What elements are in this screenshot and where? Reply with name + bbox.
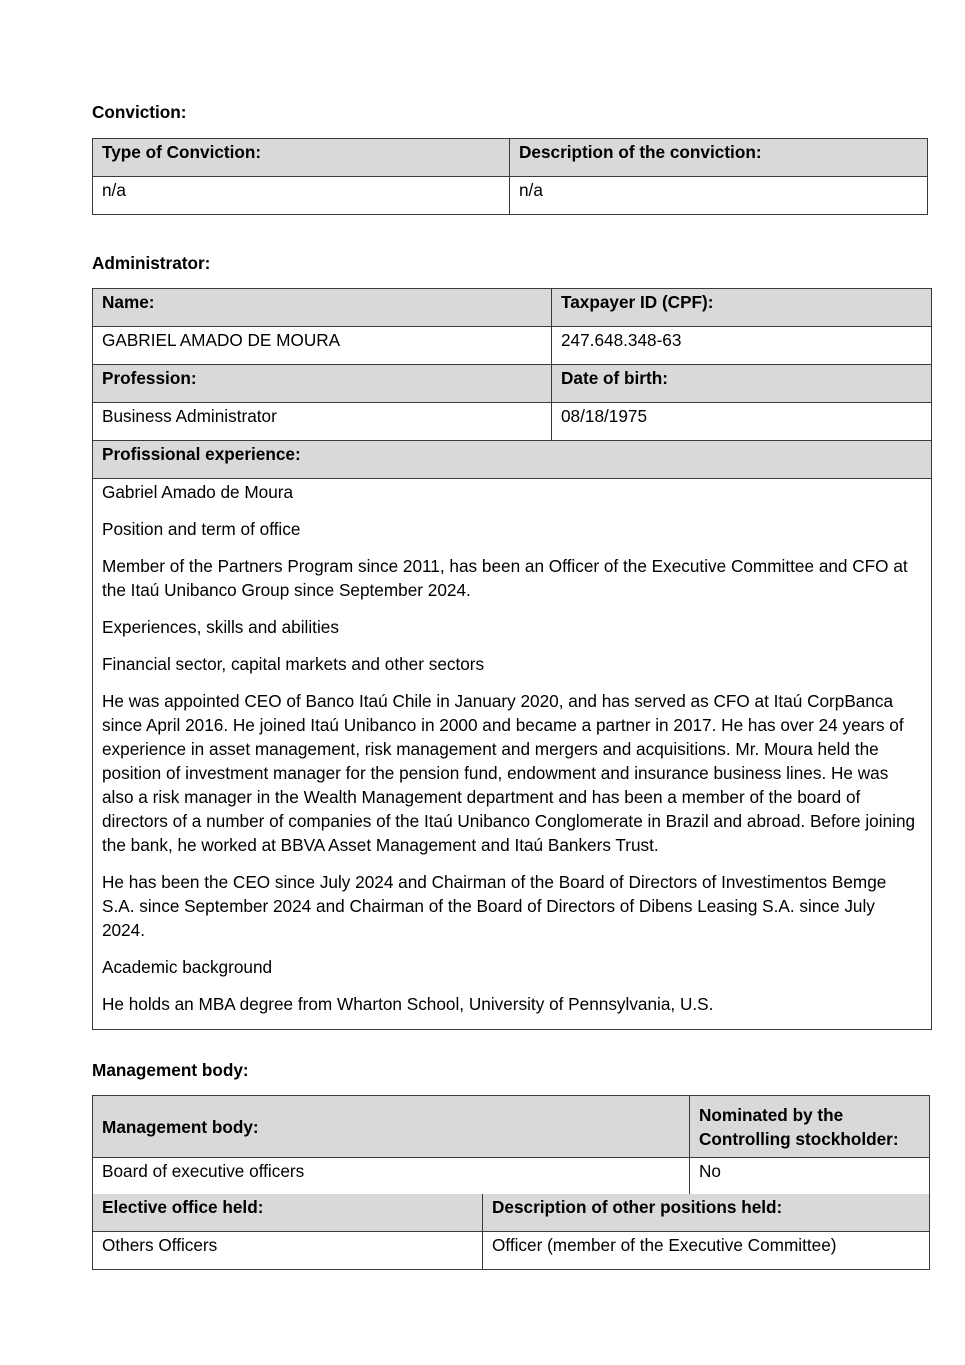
experience-body [93, 479, 932, 1030]
cpf-label: Taxpayer ID (CPF): [552, 289, 932, 327]
experience-header-row [93, 441, 932, 479]
administrator-profession-header-row [93, 365, 932, 403]
other-positions-label: Description of other positions held: [483, 1194, 930, 1232]
administrator-name-header-row [93, 289, 932, 327]
name-label: Name: [93, 289, 552, 327]
experience-paragraph: He was appointed CEO of Banco Itaú Chile in January 2020, and has served as CFO at Itaú CorpBanca since April 2016. He joined Itaú Unibanco in 2000 and became a partner in 2017. He has over 24 years of experience in asset management, risk management and mergers and acquisitions. Mr. Moura held the position of investment manager for the pension fund, endowment and insurance business lines. He was also a risk manager in the Wealth Management department and has been a member of the board of directors of a number of companies of the Itaú Unibanco Conglomerate in Brazil and abroad. Before joining the bank, he worked at BBVA Asset Management and Itaú Bankers Trust. [102, 691, 916, 855]
conviction-section-title: Conviction: [92, 102, 187, 122]
management-body-label: Management body: [93, 1096, 690, 1158]
dob-value: 08/18/1975 [552, 403, 932, 441]
elective-office-value: Others Officers [93, 1232, 483, 1270]
management-section-title: Management body: [92, 1060, 249, 1080]
management-body-header-row [93, 1096, 930, 1158]
experience-paragraph: Gabriel Amado de Moura [102, 482, 294, 502]
conviction-description-value: n/a [510, 177, 928, 215]
elective-header-row [93, 1194, 930, 1232]
elective-value-row [93, 1232, 930, 1270]
administrator-table [92, 288, 932, 1030]
name-value: GABRIEL AMADO DE MOURA [93, 327, 552, 365]
elective-office-table [92, 1194, 930, 1270]
experience-paragraph: Member of the Partners Program since 2011, has been an Officer of the Executive Committee and CFO at the Itaú Unibanco Group since September 2024. [102, 556, 908, 600]
experience-paragraph: He has been the CEO since July 2024 and Chairman of the Board of Directors of Investimentos Bemge S.A. since September 2024 and Chairman of the Board of Directors of Dibens Leasing S.A. since July 2024. [102, 872, 887, 940]
experience-body-row [93, 479, 932, 1030]
nominated-label: Nominated by the Controlling stockholder: [690, 1096, 930, 1158]
other-positions-value: Officer (member of the Executive Committee) [483, 1232, 930, 1270]
cpf-value: 247.648.348-63 [552, 327, 932, 365]
experience-paragraph: He holds an MBA degree from Wharton School, University of Pennsylvania, U.S. [102, 994, 714, 1014]
experience-paragraph: Financial sector, capital markets and other sectors [102, 654, 485, 674]
management-body-value: Board of executive officers [93, 1158, 690, 1196]
experience-paragraph: Position and term of office [102, 519, 301, 539]
administrator-profession-value-row [93, 403, 932, 441]
profession-value: Business Administrator [93, 403, 552, 441]
profession-label: Profession: [93, 365, 552, 403]
conviction-description-label: Description of the conviction: [510, 139, 928, 177]
management-body-value-row [93, 1158, 930, 1196]
management-body-table [92, 1095, 930, 1196]
nominated-value: No [690, 1158, 930, 1196]
dob-label: Date of birth: [552, 365, 932, 403]
experience-label: Profissional experience: [93, 441, 932, 479]
administrator-name-value-row [93, 327, 932, 365]
elective-office-label: Elective office held: [93, 1194, 483, 1232]
experience-paragraph: Academic background [102, 957, 273, 977]
conviction-header-row [93, 139, 928, 177]
conviction-value-row [93, 177, 928, 215]
experience-paragraph: Experiences, skills and abilities [102, 617, 339, 637]
conviction-type-label: Type of Conviction: [93, 139, 510, 177]
administrator-section-title: Administrator: [92, 253, 211, 273]
conviction-table [92, 138, 928, 215]
conviction-type-value: n/a [93, 177, 510, 215]
